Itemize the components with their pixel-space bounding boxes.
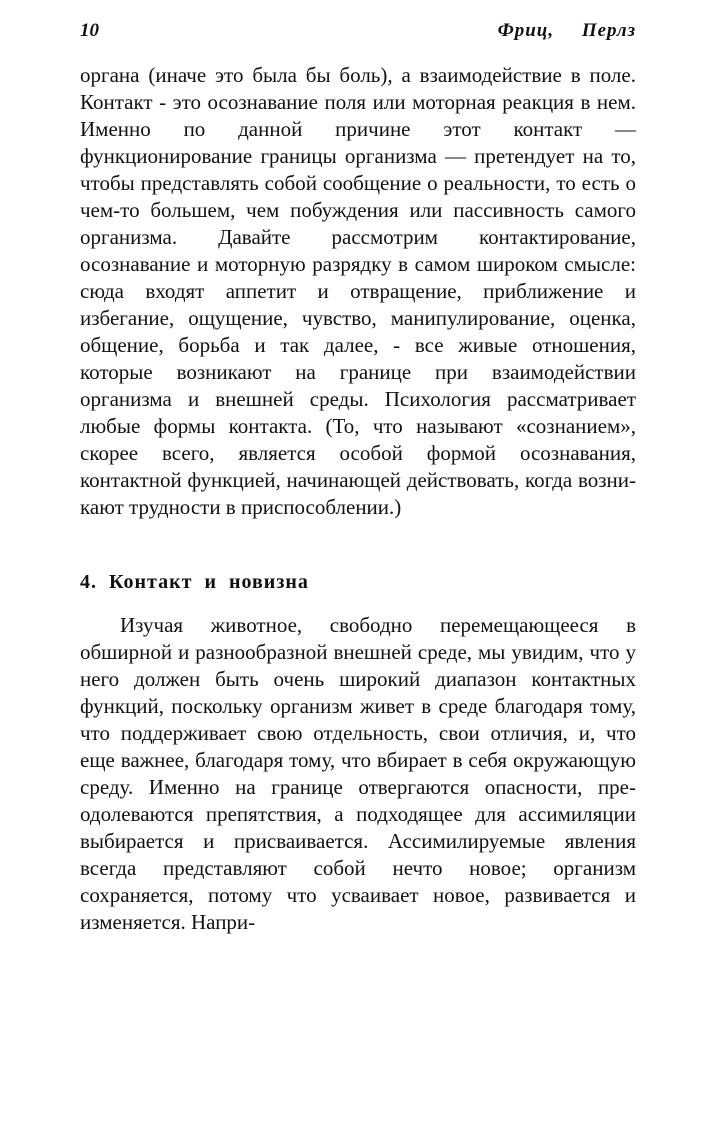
paragraph-continued: органа (иначе это была бы боль), а взаимодействие в поле. Контакт - это осознавание поля или моторная реакция в нем. Именно по данной причине этот контакт — функционирование границы организма — претендует на то, чтобы представлять собой сообщение о реальности, то есть о чем-то большем, чем побуждения или пассивность самого организма. Давайте рассмотрим контактирование, осознавание и моторную разрядку в самом широком смысле: сюда входят аппетит и отвращение, приближение и избегание, ощущение, чувство, манипулирование, оценка, общение, борьба и так далее, - все живые отношения, которые возникают на границе при взаимодействии организма и внешней среды. Психология рассматривает любые формы контакта. (То, что называют «сознанием», скорее всего, является особой формой осознавания, контактной функцией, начинающей действовать, когда возникают трудности в приспособлении.) [80, 63, 636, 519]
author-name: Фриц, Перлз [497, 20, 636, 41]
page-number: 10 [80, 20, 99, 41]
paragraph-section-start: Изучая животное, свободно перемещающееся в обширной и разнообразной внешней среде, мы увидим, что у него должен быть очень широкий диапазон контактных функций, поскольку организм живет в среде благодаря тому, что поддерживает свою отдельность, свои отличия, и, что еще важнее, благодаря тому, что вбирает в себя окружающую среду. Именно на границе отвергаются опасности, преодолеваются препятствия, а подходящее для ассимиляции выбирается и присваивается. Ассимилируемые явления всегда представляют собой нечто новое; организм сохраняется, потому что усваивает новое, развивается и изменяется. Напри- [80, 613, 636, 934]
section-heading: 4. Контакт и новизна [80, 571, 309, 593]
book-page [80, 20, 636, 936]
running-header [80, 20, 636, 50]
